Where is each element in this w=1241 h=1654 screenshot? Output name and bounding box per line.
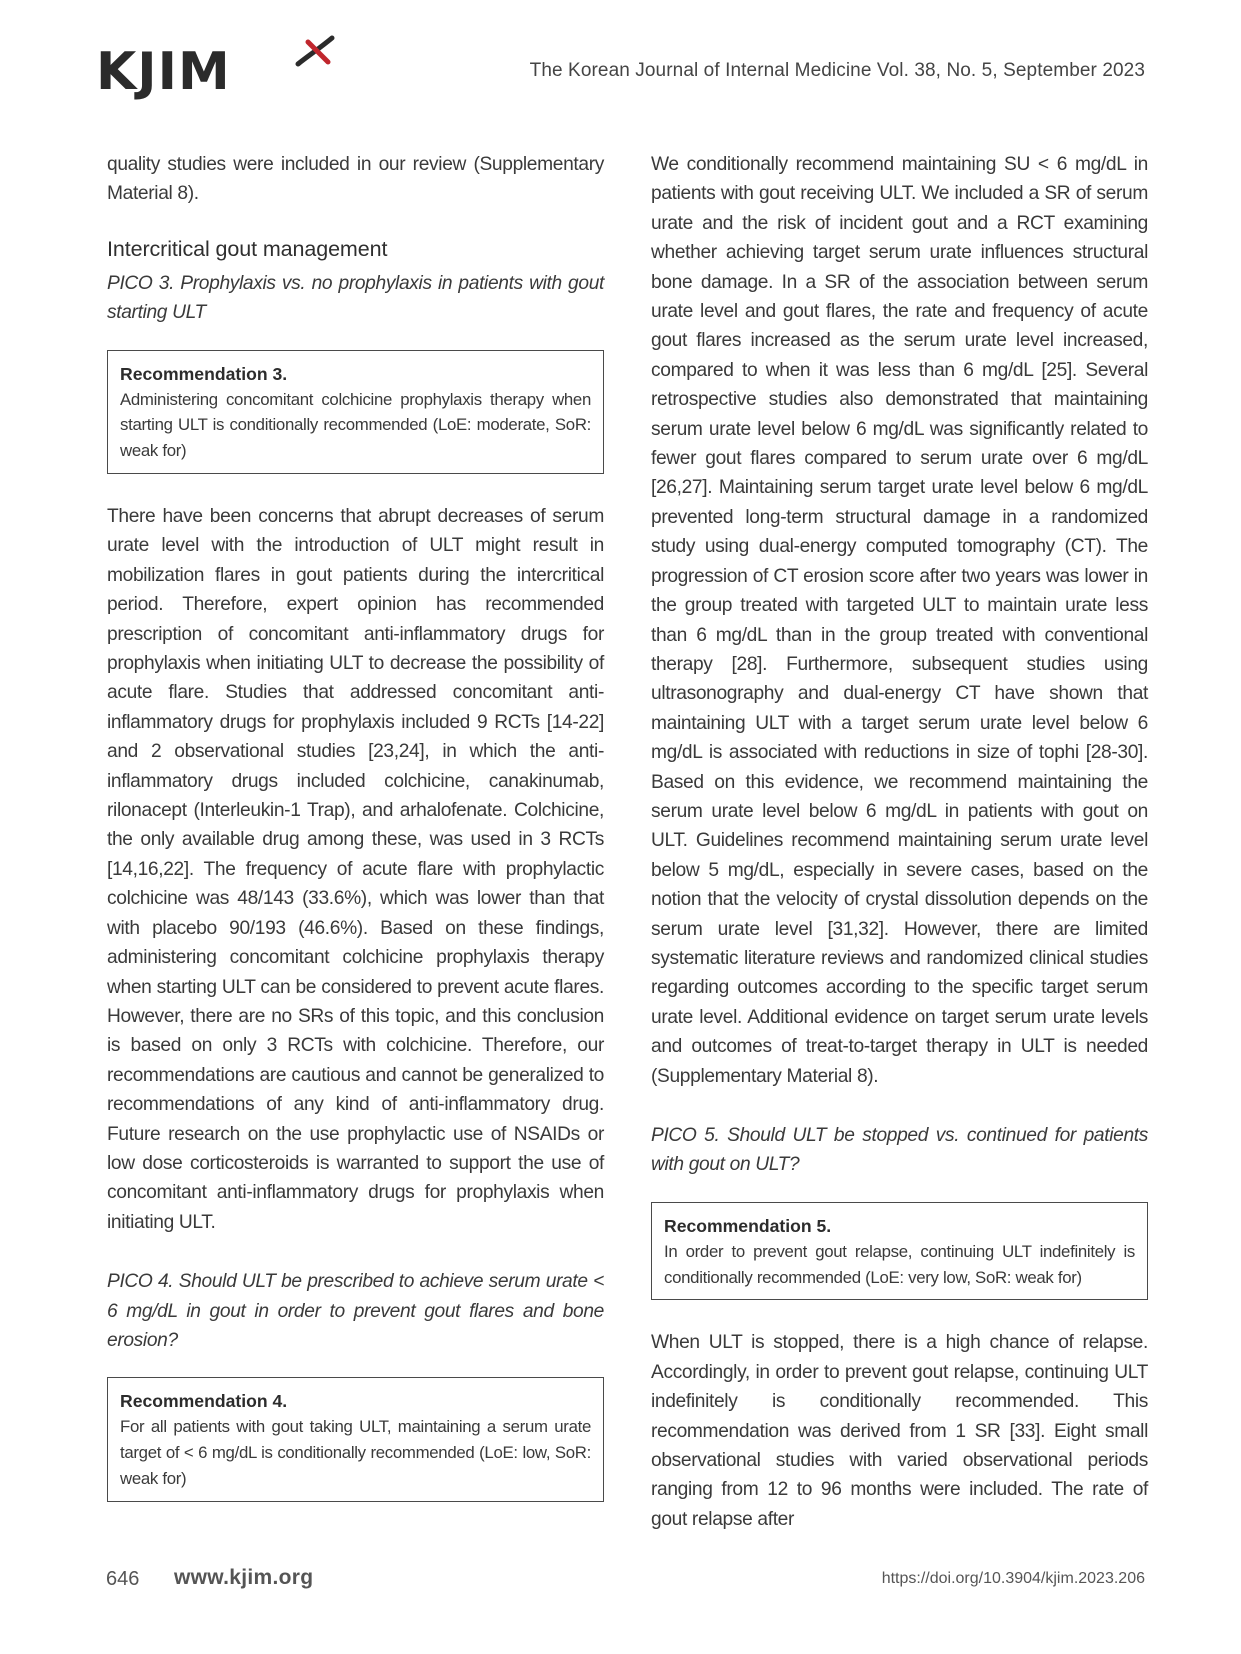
journal-logo [96, 42, 231, 112]
recommendation-title: Recommendation 4. [120, 1391, 288, 1412]
pico-3: PICO 3. Prophylaxis vs. no prophylaxis in patients with gout starting ULT [107, 272, 604, 324]
recommendation-5-box [651, 1202, 1148, 1301]
paragraph-continued: quality studies were included in our review (Supplementary Material 8). [107, 154, 604, 205]
recommendation-title: Recommendation 5. [664, 1215, 832, 1236]
section-heading: Intercritical gout management [107, 236, 388, 261]
paragraph: There have been concerns that abrupt decreases of serum urate level with the introduction of ULT might result in mobilization flares in gout patients during the intercritical period. Therefore, expert opinion has recommended prescription of concomitant anti-inflammatory drugs for prophylaxis when initiating ULT to decrease the possibility of acute flare. Studies that addressed concomitant anti-inflammatory drugs for prophylaxis included 9 RCTs [14-22] and 2 observational studies [23,24], in which the anti-inflammatory drugs included colchicine, canakinumab, rilonacept (Interleukin-1 Trap), and arhalofenate. Colchicine, the only available drug among these, was used in 3 RCTs [14,16,22]. The frequency of acute flare with prophylactic colchicine was 48/143 (33.6%), which was lower than that with placebo 90/193 (46.6%). Based on these findings, administering concomitant colchicine prophylaxis therapy when starting ULT can be considered to prevent acute flares. However, there are no SRs of this topic, and this conclusion is based on only 3 RCTs with colchicine. Therefore, our recommendations are cautious and cannot be generalized to recommendations of any kind of anti-inflammatory drug. Future research on the use prophylactic use of NSAIDs or low dose corticosteroids is warranted to support the use of concomitant anti-inflammatory drugs for prophylaxis when initiating ULT. [107, 506, 604, 1233]
recommendation-3-box [107, 350, 604, 474]
recommendation-title: Recommendation 3. [120, 363, 288, 384]
right-column [651, 150, 1148, 1534]
left-column [107, 150, 604, 1530]
doi-link[interactable]: https://doi.org/10.3904/kjim.2023.206 [881, 1570, 1145, 1587]
page-number: 646 [106, 1568, 140, 1590]
logo-cross-icon [292, 34, 338, 78]
recommendation-text: For all patients with gout taking ULT, maintaining a serum urate target of < 6 mg/dL is conditionally recommended (LoE: low, SoR: weak for) [120, 1417, 591, 1488]
paragraph: When ULT is stopped, there is a high chance of relapse. Accordingly, in order to prevent gout relapse, continuing ULT indefinitely is conditionally recommended. This recommendation was derived from 1 SR [33]. Eight small observational studies with varied observational periods ranging from 12 to 96 months were included. The rate of gout relapse after [651, 1332, 1148, 1530]
pico-4: PICO 4. Should ULT be prescribed to achieve serum urate < 6 mg/dL in gout in order to prevent gout flares and bone erosion? [107, 1271, 604, 1351]
journal-citation: The Korean Journal of Internal Medicine Vol. 38, No. 5, September 2023 [529, 60, 1145, 81]
recommendation-text: Administering concomitant colchicine prophylaxis therapy when starting ULT is conditionally recommended (LoE: moderate, SoR: weak for) [120, 389, 591, 461]
paragraph: We conditionally recommend maintaining SU < 6 mg/dL in patients with gout receiving ULT. We included a SR of serum urate and the risk of incident gout and a RCT examining whether achieving target serum urate influences structural bone damage. In a SR of the association between serum urate level and gout flares, the rate and frequency of acute gout flares increased as the serum urate level increased, compared to when it was less than 6 mg/dL [25]. Several retrospective studies also demonstrated that maintaining serum urate level below 6 mg/dL was significantly related to fewer gout flares compared to serum urate over 6 mg/dL [26,27]. Maintaining serum target urate level below 6 mg/dL prevented long-term structural damage in a randomized study using dual-energy computed tomography (CT). The progression of CT erosion score after two years was lower in the group treated with targeted ULT to maintain urate less than 6 mg/dL than in the group treated with conventional therapy [28]. Furthermore, subsequent studies using ultrasonography and dual-energy CT have shown that maintaining ULT with a target serum urate level below 6 mg/dL is associated with reductions in size of tophi [28-30]. Based on this evidence, we recommend maintaining the serum urate level below 6 mg/dL in patients with gout on ULT. Guidelines recommend maintaining serum urate level below 5 mg/dL, especially in severe cases, based on the notion that the velocity of crystal dissolution depends on the serum urate level [31,32]. However, there are limited systematic literature reviews and randomized clinical studies regarding outcomes according to the specific target serum urate level. Additional evidence on target serum urate levels and outcomes of treat-to-target therapy in ULT is needed (Supplementary Material 8). [651, 154, 1148, 1087]
recommendation-4-box [107, 1377, 604, 1501]
journal-website-link[interactable]: www.kjim.org [174, 1566, 314, 1589]
pico-5: PICO 5. Should ULT be stopped vs. continued for patients with gout on ULT? [651, 1125, 1148, 1176]
recommendation-text: In order to prevent gout relapse, continuing ULT indefinitely is conditionally recommended (LoE: very low, SoR: weak for) [664, 1241, 1135, 1287]
logo-text: KJIM [96, 42, 231, 102]
